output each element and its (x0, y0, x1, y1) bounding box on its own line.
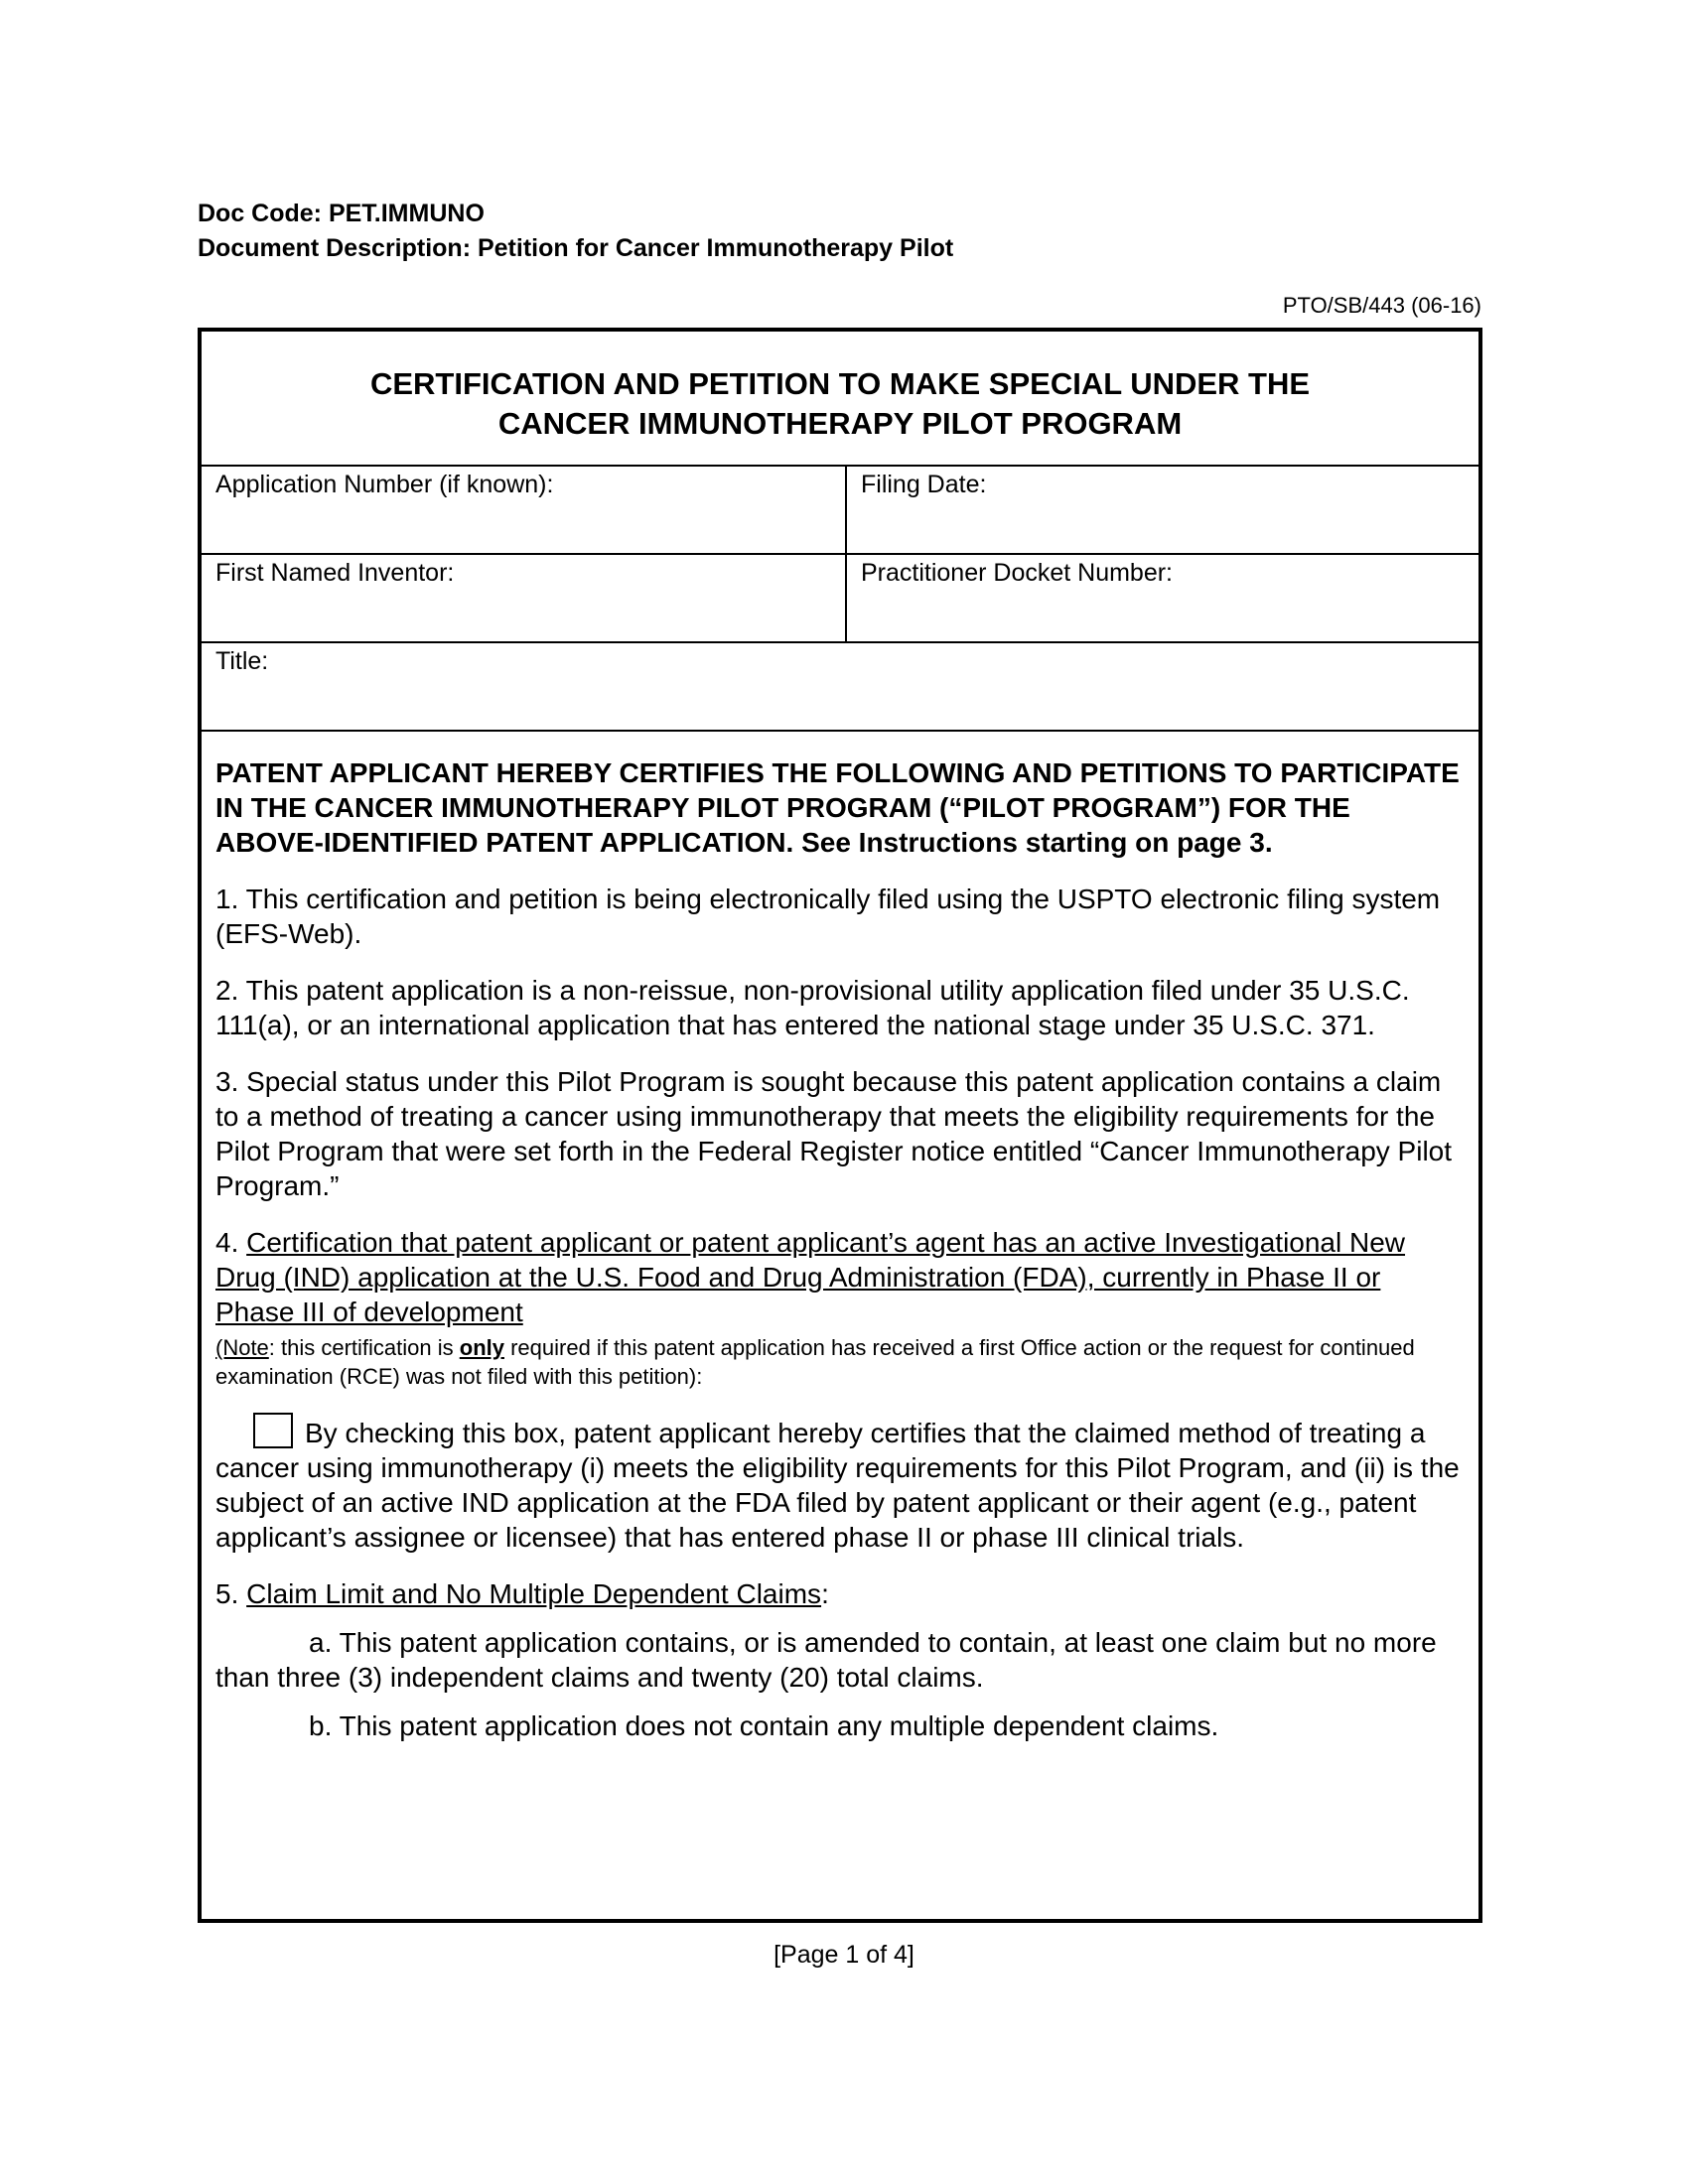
field-row-2 (202, 555, 1478, 643)
note-only: only (459, 1335, 504, 1360)
form-body (202, 732, 1478, 1743)
form-title-line-2: CANCER IMMUNOTHERAPY PILOT PROGRAM (497, 406, 1183, 441)
item-1: 1. This certification and petition is being electronically filed using the USPTO electronic filing system (EFS-Web). (215, 884, 1441, 949)
first-named-inventor-field[interactable]: First Named Inventor: (202, 555, 847, 641)
title-field[interactable]: Title: (215, 647, 269, 675)
item-4-heading: Certification that patent applicant or patent applicant’s agent has an active Investigational New Drug (IND) application at the U.S. Food and Drug Administration (FDA), currently in Phase II or Phase III of development (215, 1227, 1406, 1327)
item-4 (215, 1225, 1465, 1329)
application-number-field[interactable]: Application Number (if known): (202, 467, 847, 553)
form-id: PTO/SB/443 (06-16) (1282, 293, 1481, 318)
item-5-colon: : (821, 1578, 829, 1609)
item-5b: b. This patent application does not contain any multiple dependent claims. (309, 1710, 1219, 1741)
petition-form (198, 328, 1482, 1923)
item-2: 2. This patent application is a non-reissue, non-provisional utility application filed under 35 U.S.C. 111(a), or an international application that has entered the national stage under 35 U.S.C. 371. (215, 975, 1410, 1040)
item-5-number: 5. (215, 1578, 247, 1609)
item-4-number: 4. (215, 1227, 247, 1258)
ind-certification-checkbox[interactable] (253, 1413, 293, 1448)
item-3: 3. Special status under this Pilot Program is sought because this patent application contains a claim to a method of treating a cancer using immunotherapy that meets the eligibility requirements for the Pilot Program that were set forth in the Federal Register notice entitled “Cancer Immunotherapy Pilot Program.” (215, 1066, 1453, 1201)
item-5a: a. This patent application contains, or is amended to contain, at least one claim but no more than three (3) independent claims and twenty (20) total claims. (215, 1627, 1437, 1693)
doc-code: Doc Code: PET.IMMUNO (198, 200, 485, 227)
filing-date-field[interactable]: Filing Date: (861, 471, 987, 498)
item-4-note (215, 1333, 1465, 1391)
form-title-line-1: CERTIFICATION AND PETITION TO MAKE SPECIAL UNDER THE (369, 366, 1311, 401)
item-5-heading: Claim Limit and No Multiple Dependent Claims (246, 1578, 822, 1609)
practitioner-docket-field[interactable]: Practitioner Docket Number: (861, 559, 1174, 587)
page-number: [Page 1 of 4] (774, 1941, 914, 1969)
form-title (202, 332, 1478, 467)
note-label: (Note (215, 1335, 269, 1360)
item-4-checkbox-statement (215, 1413, 1465, 1555)
document-header (198, 197, 953, 266)
field-row-1 (202, 467, 1478, 555)
certification-intro: PATENT APPLICANT HEREBY CERTIFIES THE FOLLOWING AND PETITIONS TO PARTICIPATE IN THE CANCER IMMUNOTHERAPY PILOT PROGRAM (“PILOT PROGRAM”) FOR THE ABOVE-IDENTIFIED PATENT APPLICATION. See Instructions starting on page 3. (215, 757, 1460, 858)
item-5 (215, 1576, 1465, 1611)
note-text-b: required if this patent application has received a first Office action or the request for continued examination (RCE) was not filed with this petition): (215, 1335, 1415, 1389)
checkbox-text: By checking this box, patent applicant hereby certifies that the claimed method of treating a cancer using immunotherapy (i) meets the eligibility requirements for this Pilot Program, and (ii) is the subject of an active IND application at the FDA filed by patent applicant or their agent (e.g., patent applicant’s assignee or licensee) that has entered phase II or phase III clinical trials. (215, 1418, 1460, 1553)
note-text-a: : this certification is (268, 1335, 460, 1360)
field-row-3 (202, 643, 1478, 732)
doc-description: Document Description: Petition for Cancer Immunotherapy Pilot (198, 234, 954, 262)
